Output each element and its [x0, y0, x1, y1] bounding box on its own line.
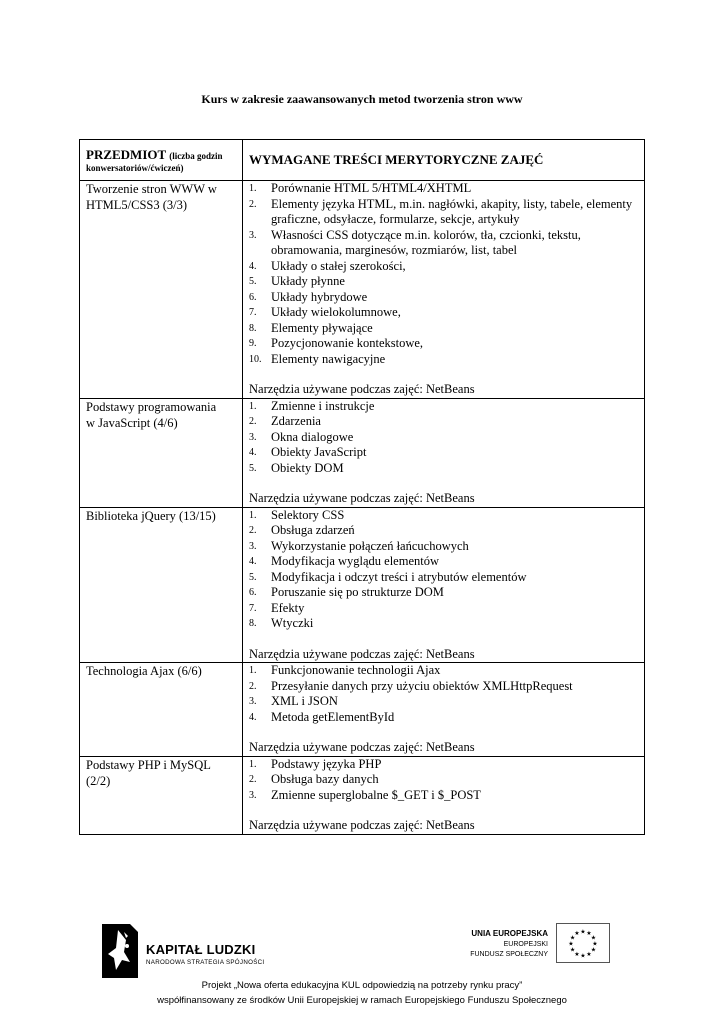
eu-star-icon: ★ — [574, 931, 580, 938]
subject-subject-line2: HTML5/CSS3 (3/3) — [86, 198, 188, 212]
list-number: 1. — [249, 758, 257, 770]
topic-text: Przesyłanie danych przy użyciu obiektów XMLHttpRequest — [271, 678, 573, 693]
tools-note: Narzędzia używane podczas zajęć: NetBeans — [249, 491, 475, 505]
list-item — [249, 757, 638, 773]
tools-note: Narzędzia używane podczas zajęć: NetBeans — [249, 818, 475, 832]
list-number: 3. — [249, 431, 257, 443]
list-number: 4. — [249, 556, 257, 567]
list-item — [249, 663, 638, 679]
kapital-ludzki-subtitle: NARODOWA STRATEGIA SPÓJNOŚCI — [146, 959, 265, 966]
list-number: 1. — [249, 665, 257, 676]
list-item — [249, 601, 638, 617]
list-number: 6. — [249, 587, 257, 598]
header-subject-sub1: (liczba godzin — [169, 150, 223, 161]
eu-star-icon: ★ — [586, 951, 592, 958]
eu-text — [440, 928, 548, 960]
topic-text: Funkcjonowanie technologii Ajax — [271, 663, 441, 677]
topic-text: Elementy języka HTML, m.in. nagłówki, akapity, listy, tabele, elementy graficzne, odsyłacze, formularze, sekcje, artykuły — [271, 196, 633, 226]
topic-list — [249, 181, 638, 367]
list-item — [249, 679, 638, 695]
list-number: 1. — [249, 400, 257, 412]
topic-text: XML i JSON — [271, 694, 338, 708]
content-cell — [243, 398, 645, 507]
list-number: 10. — [249, 353, 262, 365]
list-item — [249, 508, 638, 524]
table-row — [80, 663, 645, 757]
eu-flag-icon — [556, 923, 610, 963]
subject-cell — [80, 756, 243, 834]
list-item — [249, 259, 638, 275]
list-number: 2. — [249, 680, 257, 692]
topic-text: Własności CSS dotyczące m.in. kolorów, tła, czcionki, tekstu, obramowania, marginesów, rozmiarów, list, tabel — [271, 227, 581, 257]
topic-text: Pozycjonowanie kontekstowe, — [271, 336, 424, 350]
list-number: 8. — [249, 618, 257, 629]
topic-text: Wykorzystanie połączeń łańcuchowych — [271, 538, 469, 553]
topic-list — [249, 663, 638, 725]
topic-text: Poruszanie się po strukturze DOM — [271, 585, 444, 599]
topic-text: Układy wielokolumnowe, — [271, 305, 401, 319]
footer-line1: Projekt „Nowa oferta edukacyjna KUL odpowiedzią na potrzeby rynku pracy” — [201, 980, 523, 991]
tools-note: Narzędzia używane podczas zajęć: NetBeans — [249, 646, 475, 661]
eu-line1: EUROPEJSKI — [503, 941, 548, 948]
table-body — [80, 181, 645, 835]
topic-text: Zdarzenia — [271, 414, 321, 428]
topic-text: Układy o stałej szerokości, — [271, 258, 406, 273]
eu-star-icon: ★ — [586, 931, 592, 938]
content-cell — [243, 663, 645, 757]
subject-subject-line1: Podstawy programowania — [86, 399, 217, 414]
subject-subject-line1: Technologia Ajax (6/6) — [86, 664, 202, 678]
list-item — [249, 197, 638, 228]
content-cell — [243, 507, 645, 663]
list-number: 5. — [249, 462, 257, 474]
list-item — [249, 305, 638, 321]
table-row — [80, 181, 645, 399]
list-number: 9. — [249, 338, 257, 349]
list-number: 1. — [249, 509, 257, 521]
list-item — [249, 228, 638, 259]
eu-star-icon: ★ — [580, 953, 586, 960]
list-item — [249, 694, 638, 710]
kapital-ludzki-logo — [100, 922, 280, 980]
content-cell — [243, 756, 645, 834]
list-number: 3. — [249, 696, 257, 707]
eu-star-icon: ★ — [590, 935, 597, 942]
subject-subject-line1: Biblioteka jQuery (13/15) — [86, 508, 216, 523]
list-number: 8. — [249, 322, 257, 334]
list-number: 2. — [249, 774, 257, 785]
table-header-row — [80, 140, 645, 181]
list-item — [249, 585, 638, 601]
list-number: 3. — [249, 540, 257, 552]
topic-text: Efekty — [271, 600, 305, 615]
topic-text: Wtyczki — [271, 616, 314, 630]
eu-star-icon: ★ — [569, 947, 576, 954]
list-item — [249, 461, 638, 477]
topic-list — [249, 508, 638, 632]
list-item — [249, 772, 638, 788]
list-item — [249, 336, 638, 352]
table-row — [80, 756, 645, 834]
list-item — [249, 710, 638, 726]
list-item — [249, 788, 638, 804]
topic-text: Modyfikacja i odczyt treści i atrybutów elementów — [271, 569, 527, 584]
list-number: 1. — [249, 183, 257, 194]
eu-star-icon: ★ — [569, 935, 576, 942]
kapital-ludzki-mark-icon — [100, 922, 140, 980]
topic-text: Obsługa zdarzeń — [271, 523, 355, 537]
subject-cell — [80, 507, 243, 663]
topic-text: Elementy nawigacyjne — [271, 351, 386, 366]
topic-text: Zmienne i instrukcje — [271, 398, 375, 413]
eu-star-icon: ★ — [574, 951, 580, 958]
list-number: 5. — [249, 571, 257, 583]
list-number: 4. — [249, 260, 257, 272]
header-subject — [80, 140, 243, 181]
eu-star-icon: ★ — [590, 947, 597, 954]
list-item — [249, 523, 638, 539]
topic-text: Obsługa bazy danych — [271, 772, 379, 786]
list-item — [249, 616, 638, 632]
subject-subject-line2: w JavaScript (4/6) — [86, 415, 178, 430]
list-number: 3. — [249, 789, 257, 801]
list-item — [249, 290, 638, 306]
eu-line2: FUNDUSZ SPOŁECZNY — [470, 951, 548, 958]
list-item — [249, 399, 638, 415]
list-number: 2. — [249, 416, 257, 427]
footer-text — [0, 978, 724, 1008]
tools-note: Narzędzia używane podczas zajęć: NetBeans — [249, 740, 475, 754]
list-item — [249, 539, 638, 555]
tools-note: Narzędzia używane podczas zajęć: NetBeans — [249, 382, 475, 396]
topic-text: Układy hybrydowe — [271, 289, 368, 304]
topic-text: Porównanie HTML 5/HTML4/XHTML — [271, 181, 472, 195]
table-row — [80, 507, 645, 663]
content-cell — [243, 181, 645, 399]
subject-cell — [80, 181, 243, 399]
header-subject-sub2: konwersatoriów/ćwiczeń) — [86, 162, 184, 173]
list-item — [249, 445, 638, 461]
topic-text: Podstawy języka PHP — [271, 756, 382, 771]
topic-text: Modyfikacja wyglądu elementów — [271, 554, 440, 568]
list-number: 5. — [249, 276, 257, 287]
table-row — [80, 398, 645, 507]
subject-cell — [80, 398, 243, 507]
subject-subject-line1: Tworzenie stron WWW w — [86, 182, 217, 196]
list-number: 2. — [249, 525, 257, 536]
topic-text: Elementy pływające — [271, 320, 373, 335]
list-item — [249, 414, 638, 430]
kapital-ludzki-name: KAPITAŁ LUDZKI — [146, 942, 256, 957]
footer-line2: współfinansowany ze środków Unii Europejskiej w ramach Europejskiego Funduszu Społecznego — [157, 995, 567, 1006]
list-item — [249, 321, 638, 337]
list-item — [249, 274, 638, 290]
eu-star-icon: ★ — [568, 941, 574, 948]
list-item — [249, 554, 638, 570]
topic-list — [249, 757, 638, 804]
subject-subject-line2: (2/2) — [86, 773, 111, 788]
list-number: 6. — [249, 291, 257, 303]
list-number: 4. — [249, 711, 257, 723]
footer-logos — [0, 918, 724, 978]
header-subject-main: PRZEDMIOT — [86, 146, 167, 162]
topic-list — [249, 399, 638, 477]
topic-text: Zmienne superglobalne $_GET i $_POST — [271, 787, 481, 802]
list-item — [249, 181, 638, 197]
topic-text: Selektory CSS — [271, 507, 345, 522]
subject-subject-line1: Podstawy PHP i MySQL — [86, 757, 211, 772]
header-content: WYMAGANE TREŚCI MERYTORYCZNE ZAJĘĆ — [243, 140, 645, 181]
list-number: 3. — [249, 229, 257, 241]
list-number: 7. — [249, 602, 257, 614]
list-number: 4. — [249, 447, 257, 458]
document-title: Kurs w zakresie zaawansowanych metod tworzenia stron www — [201, 92, 523, 106]
subject-cell — [80, 663, 243, 757]
eu-star-icon: ★ — [580, 929, 586, 936]
list-number: 2. — [249, 198, 257, 210]
list-number: 7. — [249, 307, 257, 318]
syllabus-table — [79, 139, 645, 835]
list-item — [249, 352, 638, 368]
list-item — [249, 570, 638, 586]
eu-title: UNIA EUROPEJSKA — [471, 929, 548, 938]
eu-star-icon: ★ — [592, 941, 598, 948]
topic-text: Obiekty JavaScript — [271, 445, 367, 459]
topic-text: Metoda getElementById — [271, 709, 395, 724]
topic-text: Układy płynne — [271, 274, 345, 288]
list-item — [249, 430, 638, 446]
topic-text: Okna dialogowe — [271, 429, 354, 444]
topic-text: Obiekty DOM — [271, 460, 344, 475]
